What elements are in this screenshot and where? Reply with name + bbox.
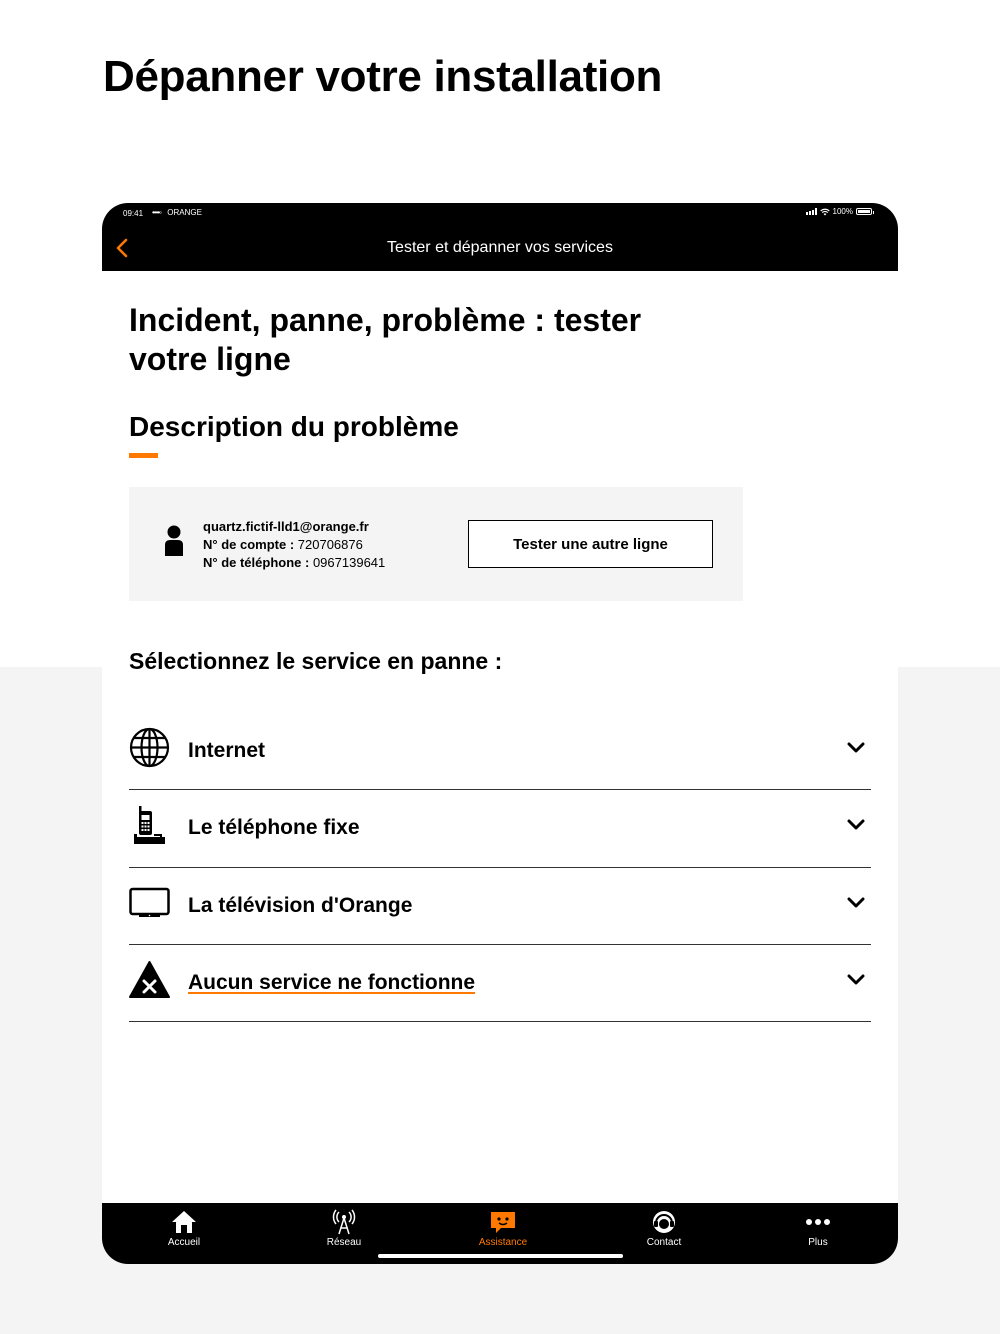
service-list — [129, 713, 871, 1022]
tab-label: Contact — [646, 1237, 682, 1248]
select-service-heading: Sélectionnez le service en panne : — [129, 648, 503, 674]
tab-label: Plus — [808, 1237, 828, 1248]
user-icon — [164, 525, 184, 557]
service-label-link[interactable]: Aucun service ne fonctionne — [188, 970, 476, 994]
tab-label: Réseau — [326, 1237, 362, 1248]
top-bar — [102, 203, 898, 271]
chat-assistance-icon — [489, 1209, 517, 1235]
warning-x-icon — [129, 959, 170, 1000]
test-other-line-button[interactable]: Tester une autre ligne — [468, 520, 713, 568]
chevron-down-icon — [847, 973, 865, 987]
antenna-icon — [330, 1209, 358, 1235]
tab-label: Assistance — [478, 1237, 528, 1248]
promo-title: Dépanner votre installation — [103, 52, 663, 101]
signal-dots: ••••◦ — [152, 208, 162, 217]
status-carrier — [152, 208, 202, 217]
status-time: 09:41 — [123, 209, 144, 218]
chevron-down-icon — [847, 896, 865, 910]
account-details — [203, 518, 385, 572]
tab-accueil[interactable] — [139, 1209, 229, 1248]
service-item-no-service[interactable] — [129, 945, 871, 1022]
tab-plus[interactable] — [773, 1209, 863, 1248]
service-item-internet[interactable] — [129, 713, 871, 790]
status-right — [806, 207, 872, 216]
bottom-tab-bar — [102, 1203, 898, 1264]
section-heading: Description du problème — [129, 411, 459, 442]
service-item-tv[interactable] — [129, 868, 871, 945]
headset-icon — [650, 1209, 678, 1235]
more-dots-icon — [804, 1209, 832, 1235]
page-title: Incident, panne, problème : tester votre ligne — [129, 302, 642, 377]
wifi-icon — [820, 208, 830, 216]
tv-icon — [129, 882, 170, 923]
account-number: 720706876 — [297, 537, 363, 552]
carrier-name: ORANGE — [167, 208, 202, 217]
phone-number: 0967139641 — [312, 555, 386, 570]
landline-phone-icon — [129, 804, 170, 845]
nav-title: Tester et dépanner vos services — [387, 239, 613, 256]
account-number-label: N° de compte : — [203, 537, 295, 552]
battery-icon — [856, 208, 872, 215]
home-indicator[interactable] — [378, 1254, 623, 1258]
device-screen — [102, 203, 898, 1264]
service-item-landline[interactable] — [129, 790, 871, 867]
tab-contact[interactable] — [619, 1209, 709, 1248]
phone-number-label: N° de téléphone : — [203, 555, 310, 570]
tab-label: Accueil — [167, 1237, 201, 1248]
service-label: Le téléphone fixe — [188, 816, 360, 840]
cellular-signal-icon — [806, 208, 817, 215]
chevron-down-icon — [847, 818, 865, 832]
battery-percent: 100% — [832, 207, 853, 216]
account-info-box — [129, 487, 743, 601]
tab-assistance[interactable] — [458, 1209, 548, 1248]
tab-reseau[interactable] — [299, 1209, 389, 1248]
service-label: Internet — [188, 739, 266, 762]
service-label: La télévision d'Orange — [188, 893, 413, 917]
chevron-down-icon — [847, 741, 865, 755]
heading-accent-bar — [129, 453, 158, 458]
home-icon — [170, 1209, 198, 1235]
account-email: quartz.fictif-lld1@orange.fr — [203, 519, 369, 534]
globe-icon — [129, 727, 170, 768]
